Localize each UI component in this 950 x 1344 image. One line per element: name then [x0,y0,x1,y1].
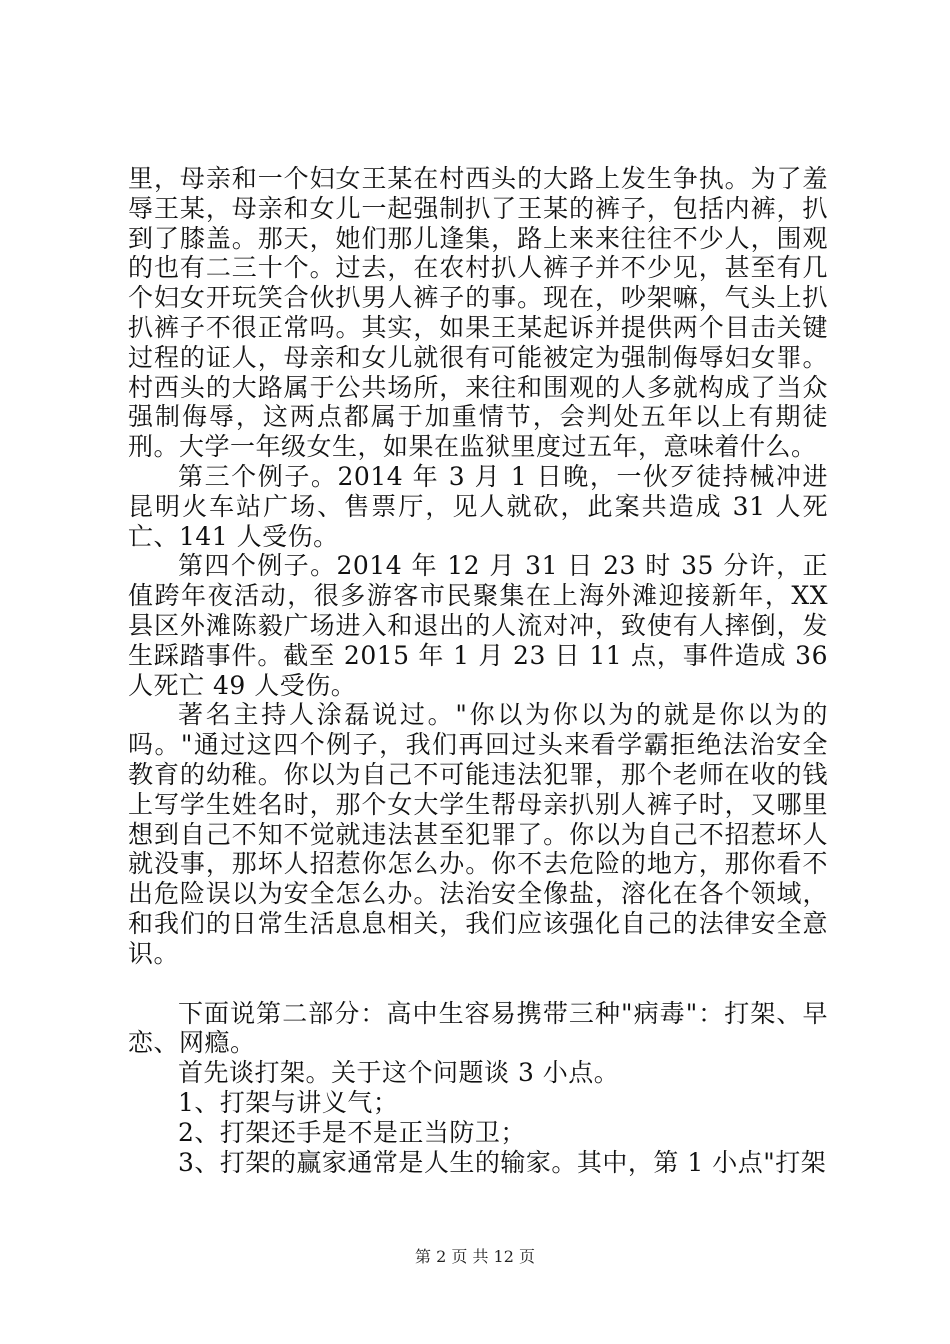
paragraph-continuation: 里，母亲和一个妇女王某在村西头的大路上发生争执。为了羞辱王某，母亲和女儿一起强制扒了王某的裤子，包括内裤，扒到了膝盖。那天，她们那儿逢集，路上来来往往不少人，围观的也有二三十个。过去，在农村扒人裤子并不少见，甚至有几个妇女开玩笑合伙扒男人裤子的事。现在，吵架嘛，气头上扒扒裤子不很正常吗。其实，如果王某起诉并提供两个目击关键过程的证人，母亲和女儿就很有可能被定为强制侮辱妇女罪。村西头的大路属于公共场所，来往和围观的人多就构成了当众强制侮辱，这两点都属于加重情节，会判处五年以上有期徒刑。大学一年级女生，如果在监狱里度过五年，意味着什么。 [128,164,828,462]
paragraph-part-two: 下面说第二部分：高中生容易携带三种"病毒"：打架、早恋、网瘾。 [128,998,828,1058]
list-item-1: 1、打架与讲义气； [178,1087,399,1117]
paragraph-fighting-intro: 首先谈打架。关于这个问题谈 3 小点。 [178,1058,620,1088]
document-body [128,164,828,1177]
paragraph-example-four: 第四个例子。2014 年 12 月 31 日 23 时 35 分许，正值跨年夜活动，很多游客市民聚集在上海外滩迎接新年，XX 县区外滩陈毅广场进入和退出的人流对冲，致使有人摔倒，发生踩踏事件。截至 2015 年 1 月 23 日 11 点，事件造成 36 人死亡 49 人受伤。 [128,551,828,700]
list-item-2: 2、打架还手是不是正当防卫； [178,1117,526,1147]
paragraph-quote: 著名主持人涂磊说过。"你以为你以为的就是你以为的吗。"通过这四个例子，我们再回过头来看学霸拒绝法治安全教育的幼稚。你以为自己不可能违法犯罪，那个老师在收的钱上写学生姓名时，那个女大学生帮母亲扒别人裤子时，又哪里想到自己不知不觉就违法甚至犯罪了。你以为自己不招惹坏人就没事，那坏人招惹你怎么办。你不去危险的地方，那你看不出危险误以为安全怎么办。法治安全像盐，溶化在各个领域，和我们的日常生活息息相关，我们应该强化自己的法律安全意识。 [128,700,828,968]
paragraph-spacer [128,969,828,999]
page-number-footer: 第 2 页 共 12 页 [415,1247,535,1266]
paragraph-example-three: 第三个例子。2014 年 3 月 1 日晚，一伙歹徒持械冲进昆明火车站广场、售票厅，见人就砍，此案共造成 31 人死亡、141 人受伤。 [128,461,828,551]
list-item-3: 3、打架的赢家通常是人生的输家。其中，第 1 小点"打架 [178,1147,827,1177]
